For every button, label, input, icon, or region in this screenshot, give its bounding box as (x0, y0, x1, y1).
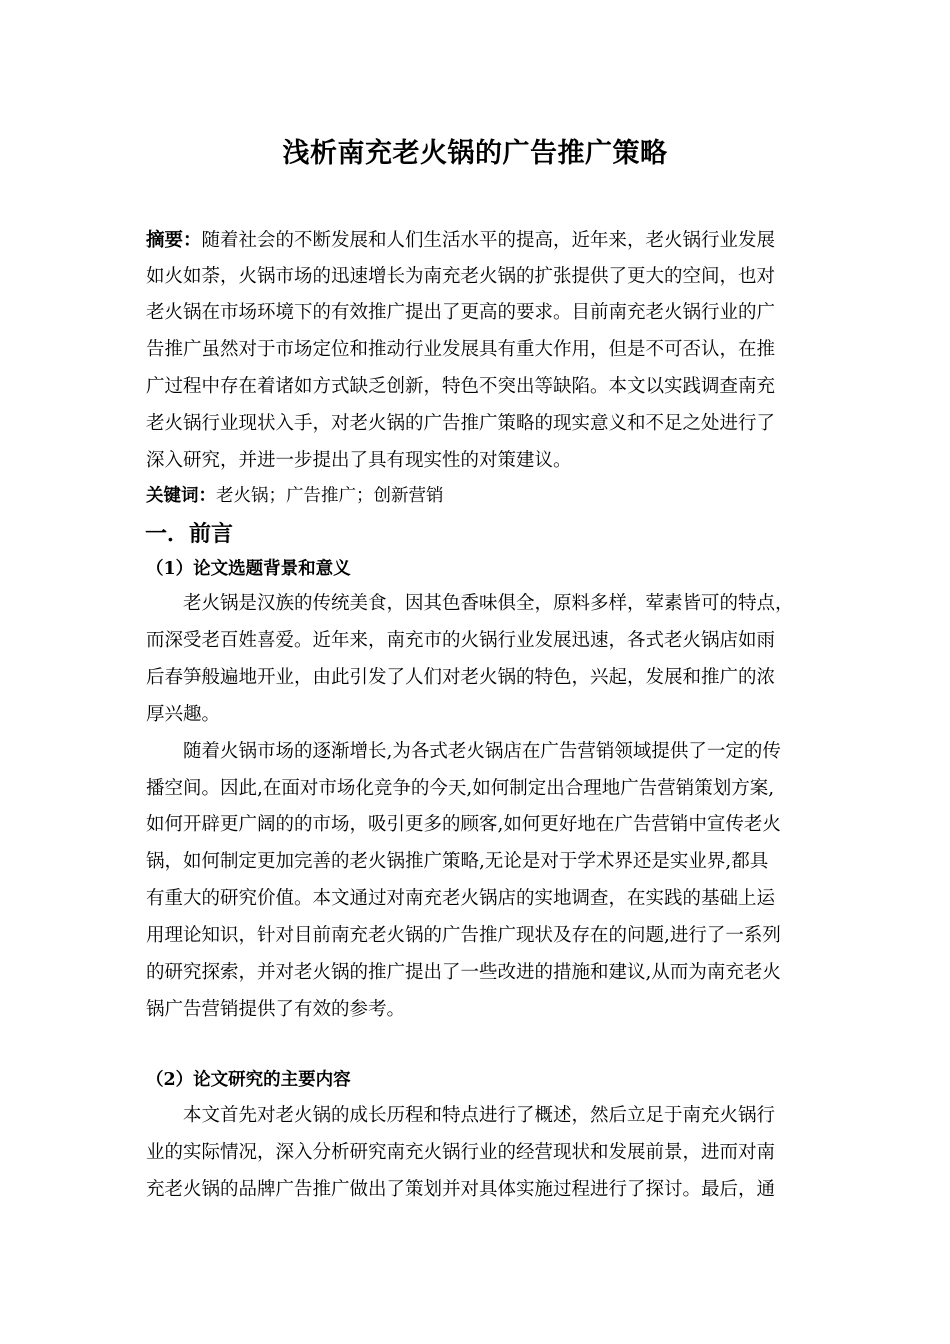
para3-line-1: 本文首先对老火锅的成长历程和特点进行了概述，然后立足于南充火锅行 (183, 1105, 776, 1126)
para1-line-4: 厚兴趣。 (146, 704, 221, 725)
keywords-line (146, 482, 444, 507)
para1-line-1: 老火锅是汉族的传统美食，因其色香味俱全，原料多样，荤素皆可的特点， (183, 593, 794, 614)
para2-line-1: 随着火锅市场的逐渐增长,为各式老火锅店在广告营销领域提供了一定的传 (183, 741, 781, 762)
abstract-label: 摘要： (146, 230, 202, 251)
keywords-text: 老火锅；广告推广；创新营销 (216, 486, 444, 506)
section-heading-preface: 一．前言 (145, 521, 234, 547)
para3-line-3: 充老火锅的品牌广告推广做出了策划并对具体实施过程进行了探讨。最后，通 (146, 1179, 776, 1200)
abstract-line-4: 告推广虽然对于市场定位和推动行业发展具有重大作用，但是不可否认，在推 (146, 339, 776, 360)
document-title: 浅析南充老火锅的广告推广策略 (282, 138, 668, 169)
abstract-line-2: 如火如荼，火锅市场的迅速增长为南充老火锅的扩张提供了更大的空间，也对 (146, 266, 776, 287)
para1-line-2: 而深受老百姓喜爱。近年来，南充市的火锅行业发展迅速，各式老火锅店如雨 (146, 630, 776, 651)
abstract-line-5: 广过程中存在着诸如方式缺乏创新，特色不突出等缺陷。本文以实践调查南充 (146, 376, 776, 397)
para2-line-5: 有重大的研究价值。本文通过对南充老火锅店的实地调查，在实践的基础上运 (146, 888, 776, 909)
abstract-line-7: 深入研究，并进一步提出了具有现实性的对策建议。 (146, 450, 572, 471)
subsection-heading-1: （1）论文选题背景和意义 (146, 559, 351, 579)
para2-line-2: 播空间。因此,在面对市场化竞争的今天,如何制定出合理地广告营销策划方案, (146, 778, 775, 799)
keywords-label: 关键词： (146, 486, 216, 506)
subsection-heading-2: （2）论文研究的主要内容 (146, 1070, 351, 1090)
abstract-line-3: 老火锅在市场环境下的有效推广提出了更高的要求。目前南充老火锅行业的广 (146, 302, 776, 323)
para2-line-4: 锅，如何制定更加完善的老火锅推广策略,无论是对于学术界还是实业界,都具 (146, 851, 769, 872)
abstract-line-1: 摘要：随着社会的不断发展和人们生活水平的提高，近年来，老火锅行业发展 (146, 230, 776, 251)
para2-line-3: 如何开辟更广阔的的市场，吸引更多的顾客,如何更好地在广告营销中宣传老火 (146, 814, 781, 835)
para2-line-7: 的研究探索，并对老火锅的推广提出了一些改进的措施和建议,从而为南充老火 (146, 962, 781, 983)
para1-line-3: 后春笋般遍地开业，由此引发了人们对老火锅的特色，兴起，发展和推广的浓 (146, 667, 776, 688)
para2-line-8: 锅广告营销提供了有效的参考。 (146, 999, 406, 1020)
abstract-line-6: 老火锅行业现状入手，对老火锅的广告推广策略的现实意义和不足之处进行了 (146, 413, 776, 434)
para3-line-2: 业的实际情况，深入分析研究南充火锅行业的经营现状和发展前景，进而对南 (146, 1142, 776, 1163)
para2-line-6: 用理论知识，针对目前南充老火锅的广告推广现状及存在的问题,进行了一系列 (146, 925, 781, 946)
